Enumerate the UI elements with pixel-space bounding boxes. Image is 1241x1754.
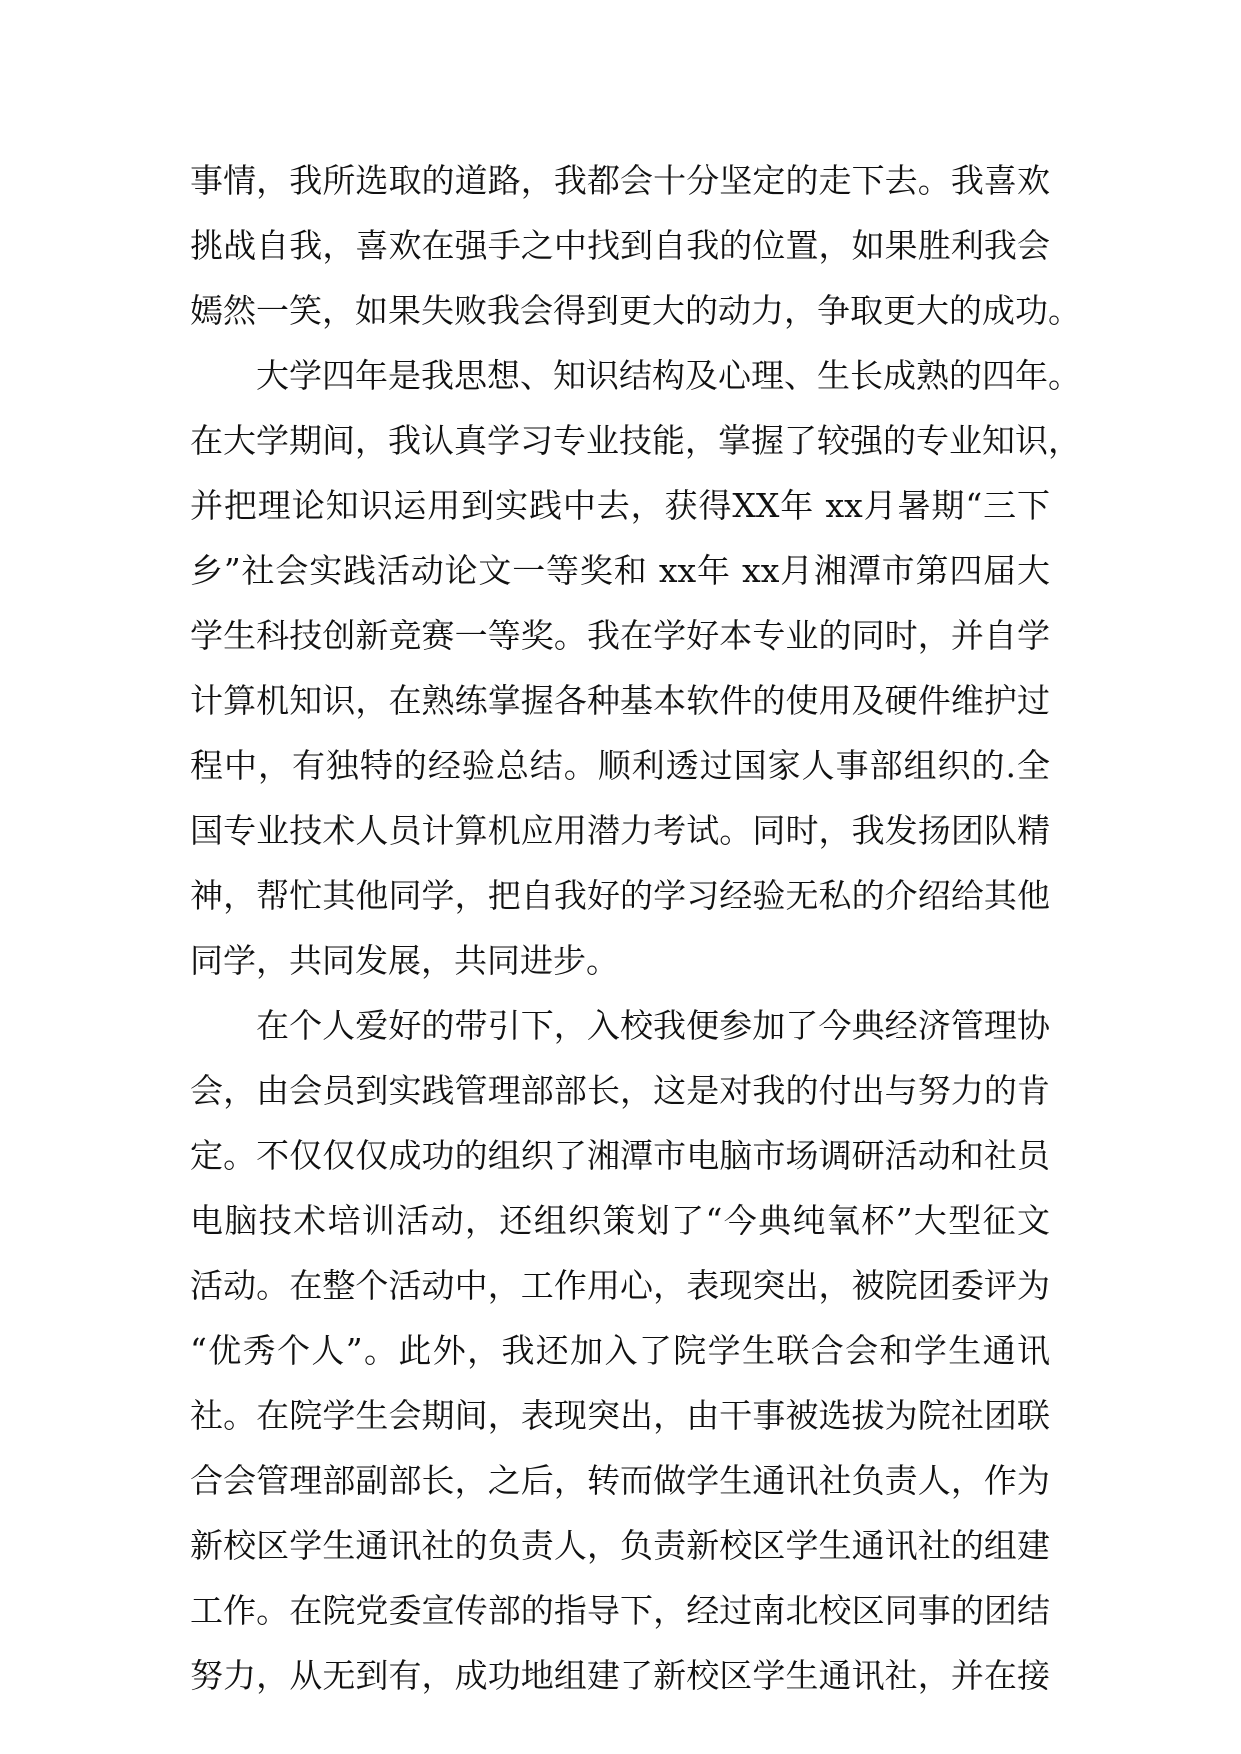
- paragraph-2-line: 大学四年是我思想、知识结构及心理、生长成熟的四年。: [256, 356, 1081, 395]
- paragraph-2-line: 程中，有独特的经验总结。顺利透过国家人事部组织的.全: [190, 746, 1050, 785]
- paragraph-2-line: 同学，共同发展，共同进步。: [190, 941, 619, 980]
- paragraph-1-line: 嫣然一笑，如果失败我会得到更大的动力，争取更大的成功。: [190, 291, 1081, 330]
- paragraph-3-line: 新校区学生通讯社的负责人，负责新校区学生通讯社的组建: [190, 1526, 1050, 1565]
- paragraph-3-line: 定。不仅仅仅成功的组织了湘潭市电脑市场调研活动和社员: [190, 1136, 1050, 1175]
- paragraph-3-line: 电脑技术培训活动，还组织策划了“今典纯氧杯”大型征文: [190, 1201, 1050, 1240]
- paragraph-3-line: 社。在院学生会期间，表现突出，由干事被选拔为院社团联: [190, 1396, 1050, 1435]
- paragraph-2-line: 学生科技创新竞赛一等奖。我在学好本专业的同时，并自学: [190, 616, 1050, 655]
- paragraph-1-line: 挑战自我，喜欢在强手之中找到自我的位置，如果胜利我会: [190, 226, 1050, 265]
- paragraph-2-line: 计算机知识，在熟练掌握各种基本软件的使用及硬件维护过: [190, 681, 1050, 720]
- paragraph-2-line: 国专业技术人员计算机应用潜力考试。同时，我发扬团队精: [190, 811, 1050, 850]
- paragraph-2-line: 神，帮忙其他同学，把自我好的学习经验无私的介绍给其他: [190, 876, 1050, 915]
- paragraph-3-line: 合会管理部副部长，之后，转而做学生通讯社负责人，作为: [190, 1461, 1050, 1500]
- paragraph-3-line: 努力，从无到有，成功地组建了新校区学生通讯社，并在接: [190, 1656, 1050, 1695]
- paragraph-3-line: 活动。在整个活动中，工作用心，表现突出，被院团委评为: [190, 1266, 1050, 1305]
- body-text: [190, 148, 1081, 1708]
- paragraph-3-line: 工作。在院党委宣传部的指导下，经过南北校区同事的团结: [190, 1591, 1050, 1630]
- paragraph-1-line: 事情，我所选取的道路，我都会十分坚定的走下去。我喜欢: [190, 161, 1050, 200]
- paragraph-3-line: “优秀个人”。此外，我还加入了院学生联合会和学生通讯: [190, 1331, 1050, 1370]
- paragraph-2-line: 并把理论知识运用到实践中去，获得XX年 xx月暑期“三下: [190, 486, 1050, 525]
- paragraph-3-line: 会，由会员到实践管理部部长，这是对我的付出与努力的肯: [190, 1071, 1050, 1110]
- paragraph-3-line: 在个人爱好的带引下，入校我便参加了今典经济管理协: [256, 1006, 1050, 1045]
- paragraph-2-line: 乡”社会实践活动论文一等奖和 xx年 xx月湘潭市第四届大: [190, 551, 1050, 590]
- paragraph-2-line: 在大学期间，我认真学习专业技能，掌握了较强的专业知识，: [190, 421, 1081, 460]
